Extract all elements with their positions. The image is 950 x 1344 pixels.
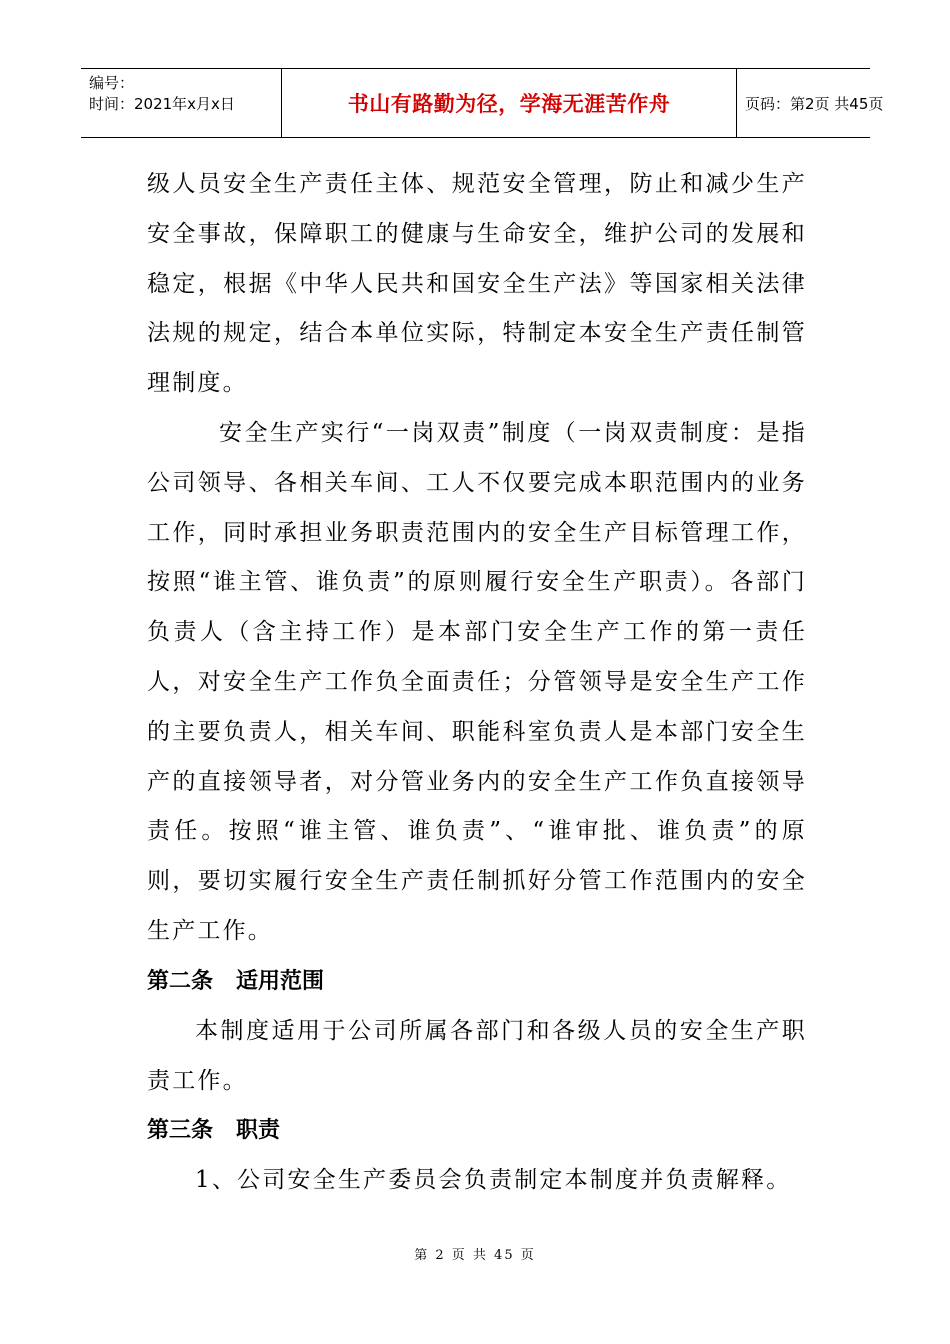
document-date: 时间：2021年x月x日 — [89, 95, 235, 113]
page-footer: 第 2 页 共 45 页 — [414, 1248, 536, 1263]
header-motto-cell — [282, 69, 737, 137]
header-meta — [81, 69, 282, 137]
document-body — [147, 160, 807, 1206]
document-code-label: 编号： — [89, 74, 135, 92]
paragraph-responsibility-system: 安全生产实行“一岗双责”制度（一岗双责制度：是指公司领导、各相关车间、工人不仅要完成本职范围内的业务工作，同时承担业务职责范围内的安全生产目标管理工作，按照“谁主管、谁负责”的原则履行安全生产职责）。各部门负责人（含主持工作）是本部门安全生产工作的第一责任人，对安全生产工作负全面责任；分管领导是安全生产工作的主要负责人，相关车间、职能科室负责人是本部门安全生产的直接领导者，对分管业务内的安全生产工作负直接领导责任。按照“谁主管、谁负责”、“谁审批、谁负责”的原则，要切实履行安全生产责任制抓好分管工作范围内的安全生产工作。 — [147, 419, 807, 944]
paragraph-purpose: 级人员安全生产责任主体、规范安全管理，防止和减少生产安全事故，保障职工的健康与生命安全，维护公司的发展和稳定，根据《中华人民共和国安全生产法》等国家相关法律法规的规定，结合本单位实际，特制定本安全生产责任制管理制度。 — [147, 171, 807, 397]
article-2-heading: 第二条 适用范围 — [147, 968, 324, 994]
paragraph-scope: 本制度适用于公司所属各部门和各级人员的安全生产职责工作。 — [147, 1017, 807, 1094]
document-header — [81, 68, 884, 138]
article-3-heading: 第三条 职责 — [147, 1118, 280, 1144]
paragraph-duty-1: 1、公司安全生产委员会负责制定本制度并负责解释。 — [195, 1167, 792, 1194]
header-page-info: 页码：第2页 共45页 — [745, 94, 884, 113]
header-motto: 书山有路勤为径，学海无涯苦作舟 — [347, 92, 671, 116]
